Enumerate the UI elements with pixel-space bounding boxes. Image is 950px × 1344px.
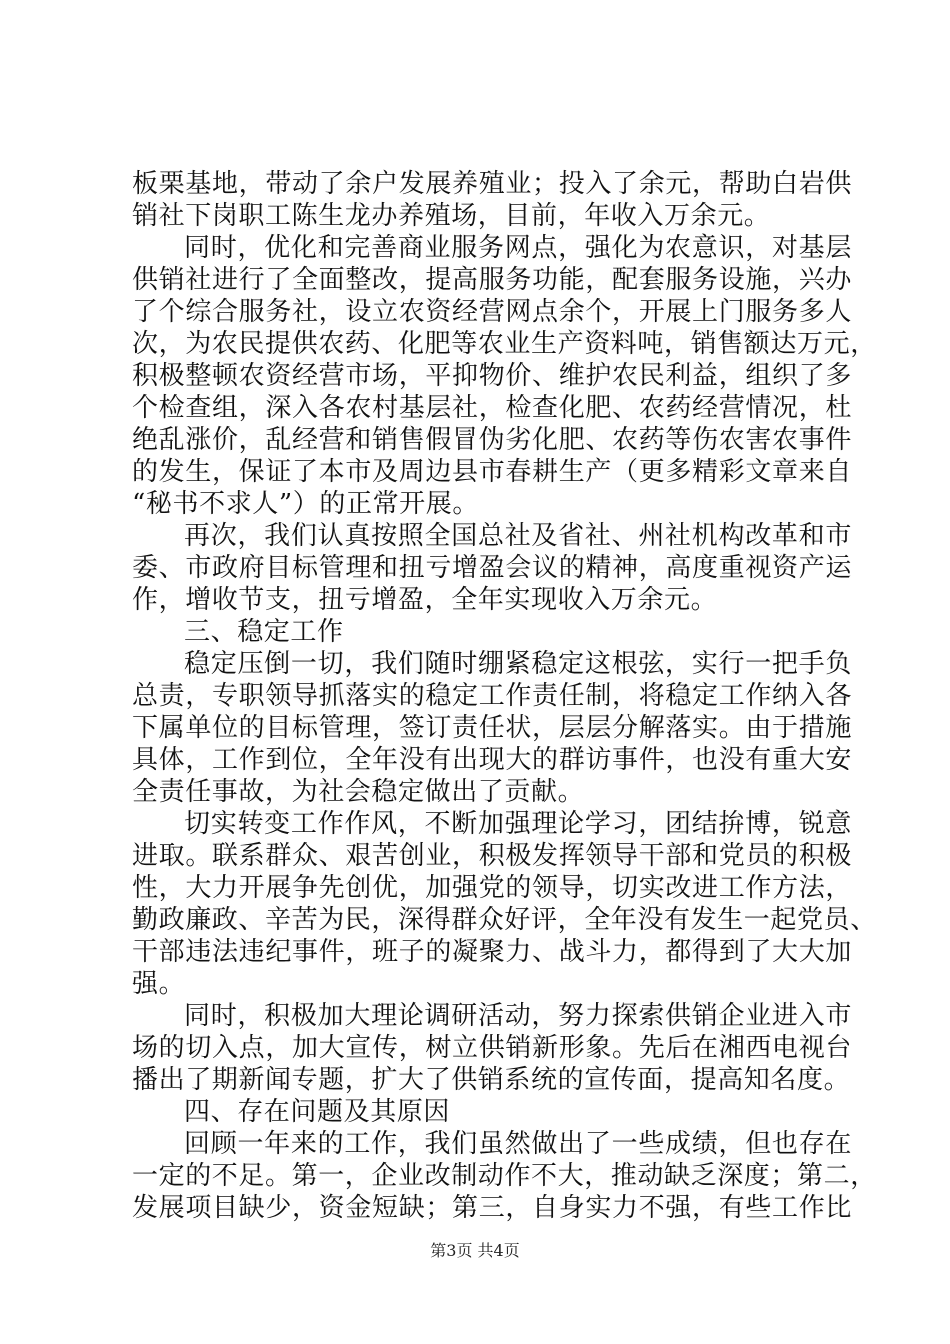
section-heading: 三、稳定工作: [184, 617, 344, 647]
text-line: “秘书不求人”）的正常开展。: [132, 489, 479, 519]
text-line: 干部违法违纪事件，班子的凝聚力、战斗力，都得到了大大加: [132, 937, 852, 967]
section-heading: 四、存在问题及其原因: [184, 1097, 451, 1127]
text-line: 的发生，保证了本市及周边县市春耕生产（更多精彩文章来自: [132, 457, 852, 487]
text-line: 了个综合服务社，设立农资经营网点余个，开展上门服务多人: [132, 297, 852, 327]
text-line: 场的切入点，加大宣传，树立供销新形象。先后在湘西电视台: [132, 1033, 852, 1063]
text-line: 绝乱涨价，乱经营和销售假冒伪劣化肥、农药等伤农害农事件: [132, 425, 852, 455]
paragraph-start-line: 切实转变工作作风，不断加强理论学习，团结拚博，锐意: [184, 809, 852, 839]
paragraph-start-line: 回顾一年来的工作，我们虽然做出了一些成绩，但也存在: [184, 1129, 852, 1159]
text-line: 供销社进行了全面整改，提高服务功能，配套服务设施，兴办: [132, 265, 852, 295]
text-line: 播出了期新闻专题，扩大了供销系统的宣传面，提高知名度。: [132, 1065, 851, 1095]
text-line: 销社下岗职工陈生龙办养殖场，目前，年收入万余元。: [132, 201, 771, 231]
text-line: 全责任事故，为社会稳定做出了贡献。: [132, 777, 585, 807]
text-line: 进取。联系群众、艰苦创业，积极发挥领导干部和党员的积极: [132, 841, 852, 871]
document-body: [132, 168, 877, 1224]
text-line: 作，增收节支，扭亏增盈，全年实现收入万余元。: [132, 585, 718, 615]
text-line: 总责，专职领导抓落实的稳定工作责任制，将稳定工作纳入各: [132, 681, 852, 711]
paragraph-start-line: 再次，我们认真按照全国总社及省社、州社机构改革和市: [184, 521, 852, 551]
paragraph-start-line: 同时，优化和完善商业服务网点，强化为农意识，对基层: [184, 233, 852, 263]
text-line: 次，为农民提供农药、化肥等农业生产资料吨，销售额达万元，: [132, 329, 877, 359]
text-line: 发展项目缺少，资金短缺；第三，自身实力不强，有些工作比: [132, 1193, 852, 1223]
text-line: 具体，工作到位，全年没有出现大的群访事件，也没有重大安: [132, 745, 852, 775]
text-line: 强。: [132, 969, 186, 999]
text-line: 个检查组，深入各农村基层社，检查化肥、农药经营情况，杜: [132, 393, 852, 423]
text-line: 勤政廉政、辛苦为民，深得群众好评，全年没有发生一起党员、: [132, 905, 877, 935]
text-line: 下属单位的目标管理，签订责任状，层层分解落实。由于措施: [132, 713, 852, 743]
text-line: 一定的不足。第一，企业改制动作不大，推动缺乏深度；第二，: [132, 1161, 877, 1191]
paragraph-start-line: 稳定压倒一切，我们随时绷紧稳定这根弦，实行一把手负: [184, 649, 852, 679]
text-line: 积极整顿农资经营市场，平抑物价、维护农民利益，组织了多: [132, 361, 852, 391]
text-line: 委、市政府目标管理和扭亏增盈会议的精神，高度重视资产运: [132, 553, 852, 583]
text-line: 板栗基地，带动了余户发展养殖业；投入了余元，帮助白岩供: [132, 169, 852, 199]
paragraph-start-line: 同时，积极加大理论调研活动，努力探索供销企业进入市: [184, 1001, 852, 1031]
page-number-footer: 第3页 共4页: [430, 1241, 520, 1260]
text-line: 性，大力开展争先创优，加强党的领导，切实改进工作方法，: [132, 873, 852, 903]
